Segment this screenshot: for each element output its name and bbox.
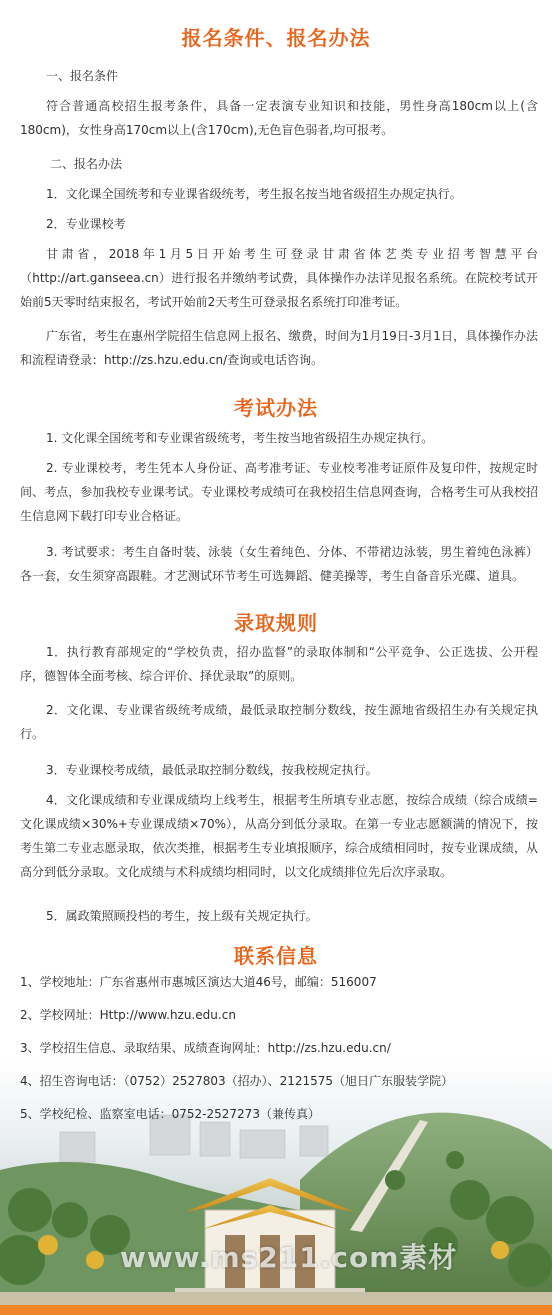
contact-fax: 5、学校纪检、监察室电话：0752-2527273（兼传真） bbox=[20, 1107, 320, 1121]
paragraph: 1．文化课全国统考和专业课省级统考，考生报名按当地省级招生办规定执行。 bbox=[46, 187, 462, 201]
paragraph: 4．文化课成绩和专业课成绩均上线考生，根据考生所填专业志愿，按综合成绩（综合成绩=文化课成绩×30%+专业课成绩×70%），从高分到低分录取。在第一专业志愿额满的情况下，按考生第二专业志愿录取，依次类推，根据考生专业填报顺序，综合成绩相同时，按专业课成绩，从高分到低分录取。文化成绩与术科成绩均相同时，以文化成绩排位先后次序录取。 bbox=[20, 793, 538, 879]
paragraph: 一、报名条件 bbox=[46, 69, 119, 83]
paragraph: 广东省，考生在惠州学院招生信息网上报名、缴费，时间为1月19日-3月1日，具体操作办法和流程请登录：http://zs.hzu.edu.cn/查询或电话咨询。 bbox=[20, 329, 538, 367]
paragraph: 二、报名办法 bbox=[50, 157, 123, 171]
bottom-bar bbox=[0, 1305, 552, 1315]
watermark-text: www.ms211.com素材 bbox=[120, 1241, 458, 1274]
contact-address: 1、学校地址：广东省惠州市惠城区演达大道46号，邮编：516007 bbox=[20, 975, 377, 989]
paragraph: 2．专业课校考 bbox=[46, 217, 126, 231]
section-title-contact: 联系信息 bbox=[234, 944, 318, 968]
section-title-admission-rules: 录取规则 bbox=[234, 611, 318, 635]
contact-phone: 4、招生咨询电话：（0752）2527803（招办）、2121575（旭日广东服装学院） bbox=[20, 1074, 454, 1088]
paragraph: 5．属政策照顾投档的考生，按上级有关规定执行。 bbox=[46, 909, 318, 923]
contact-query-url[interactable]: 3、学校招生信息、录取结果、成绩查询网址：http://zs.hzu.edu.cn/ bbox=[20, 1041, 391, 1055]
contact-website[interactable]: 2、学校网址：Http://www.hzu.edu.cn bbox=[20, 1008, 236, 1022]
paragraph: 3．专业课校考成绩，最低录取控制分数线，按我校规定执行。 bbox=[46, 763, 378, 777]
paragraph: 2．文化课、专业课省级统考成绩，最低录取控制分数线，按生源地省级招生办有关规定执行。 bbox=[20, 703, 538, 741]
section-title-registration: 报名条件、报名办法 bbox=[181, 26, 371, 50]
paragraph: 1．执行教育部规定的“学校负责，招办监督”的录取体制和“公平竞争、公正选拔、公开程序，德智体全面考核、综合评价、择优录取”的原则。 bbox=[20, 645, 538, 683]
paragraph: 3. 考试要求：考生自备时装、泳装（女生着纯色、分体、不带裙边泳装，男生着纯色泳裤）各一套，女生须穿高跟鞋。才艺测试环节考生可选舞蹈、健美操等，考生自备音乐光碟、道具。 bbox=[20, 545, 538, 583]
paragraph: 甘肃省，2018年1月5日开始考生可登录甘肃省体艺类专业招考智慧平台（http://art.ganseea.cn）进行报名并缴纳考试费，具体操作办法详见报名系统。在院校考试开始前5天零时结束报名，考试开始前2天考生可登录报名系统打印准考证。 bbox=[20, 247, 538, 309]
paragraph: 1. 文化课全国统考和专业课省级统考，考生按当地省级招生办规定执行。 bbox=[46, 431, 434, 445]
section-title-exam: 考试办法 bbox=[234, 396, 318, 420]
paragraph: 符合普通高校招生报考条件，具备一定表演专业知识和技能，男性身高180cm以上(含180cm)，女性身高170cm以上(含170cm),无色盲色弱者,均可报考。 bbox=[20, 99, 538, 137]
paragraph: 2. 专业课校考，考生凭本人身份证、高考准考证、专业校考准考证原件及复印件，按规定时间、考点，参加我校专业课考试。专业课校考成绩可在我校招生信息网查询，合格考生可从我校招生信息网下载打印专业合格证。 bbox=[20, 461, 538, 523]
